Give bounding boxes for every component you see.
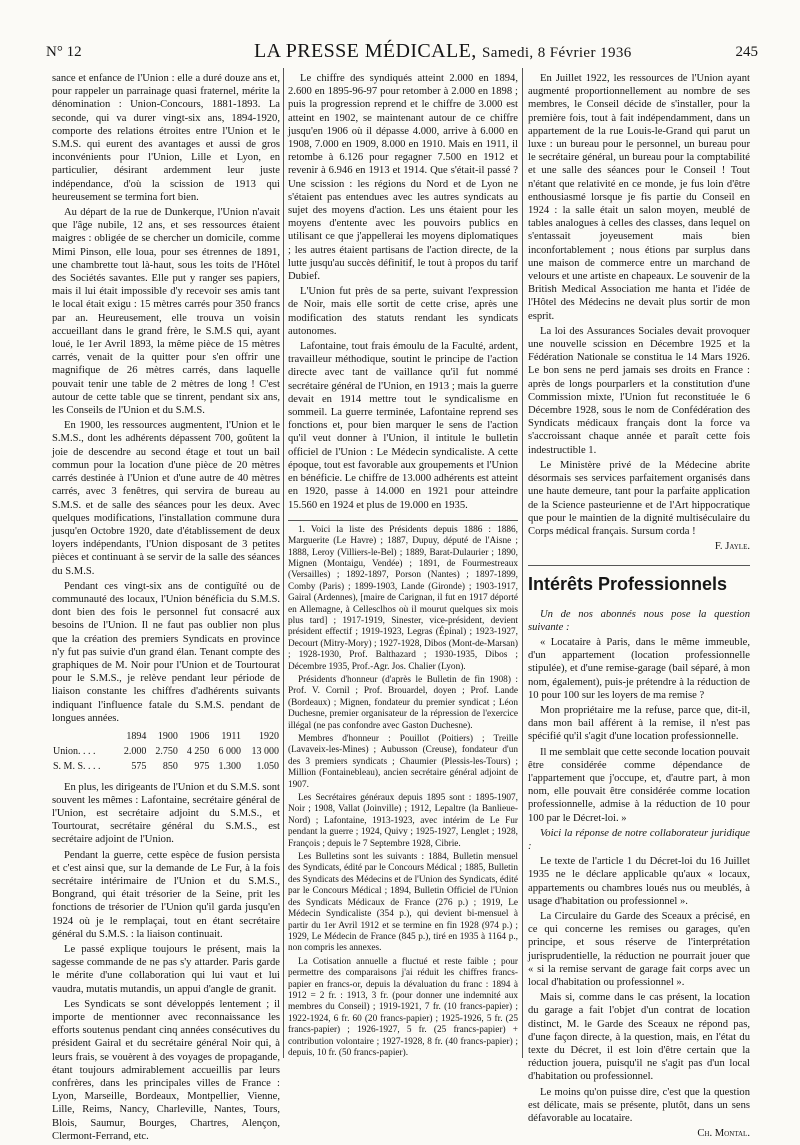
- section-title: Intérêts Professionnels: [528, 574, 728, 595]
- footnote: 1. Voici la liste des Présidents depuis 1886 : 1886, Marguerite (Le Havre) ; 1887, Dupuy, député de l'Aisne ; 1888, Leroy (Villiers-le-Bel) ; 1889, Barat-Dulaurier ; 1890, Mignen (Montaigu, Vendée) ; 1891, de Fourmestreaux (Versailles) ; 1892-1897, Porson (Nantes) ; 1897-1899, Comby (Paris) ; 1899-1903, Lande (Gironde) ; 1903-1917, Gairal (Ardennes), [maire de Carignan, il fut en 1917 déporté en Allemagne, à Cellesclhos où il mourut quelques six mois plus tard] ; 1917-1919, Sinester, vice-président, devient président effectif ; 1919-1923, Legras (Épinal) ; 1923-1927, Decourt (Mitry-Mory) ; 1927-1928, Dibos (Mont-de-Marsan) ; 1928-1930, Prof. Balthazard ; 1930-1935, Dibos ; Décembre 1935, Prof.-Agr. Jos. Chalier (Lyon).: [288, 524, 518, 672]
- footnote: Membres d'honneur : Pouillot (Poitiers) ; Treille (Lavaveix-les-Mines) ; Aubusson (Creuse), fondateur d'un des 3 premiers syndicats ; Chaumier (Plessis-les-Tours) ; Million (Fontainebleau), ancien secrétaire général adjoint de 1907.: [288, 734, 518, 790]
- author-signature: F. Jayle.: [714, 541, 750, 553]
- table-header: [52, 729, 116, 744]
- paragraph: sance et enfance de l'Union : elle a duré douze ans et, pour rappeler un parrainage quasi fraternel, mérite la dénomination : Union-Concours, 1881-1893. La seconde, qui va durer vingt-six ans, 1894-1920, comporte des relations étroites entre l'Union et le S.M.S. qui eurent des avantages et aussi de gros inconvénients pour l'Union, Lille et Lyon, en particulier, désirant ardemment leur juste indépendance, d'où la scission de 1913 qui heureusement se termina fort bien.: [52, 73, 280, 203]
- paragraph: Le passé explique toujours le présent, mais la sagesse commande de ne pas s'y attarder. Paris garde le mérite d'une collaboration qui lui vaut et lui vaudra, mutatis mutandis, un appui d'angle de granit.: [52, 944, 280, 995]
- column-rule: [283, 68, 284, 1058]
- table-cell: 13 000: [251, 746, 279, 758]
- issue-date: Samedi, 8 Février 1936: [482, 45, 632, 61]
- table-row: [52, 744, 280, 759]
- page-header: [46, 40, 758, 64]
- issue-number: N° 12: [46, 44, 82, 60]
- column-rule: [522, 68, 523, 1058]
- table-cell: 575: [131, 761, 147, 773]
- professional-interests-section: [528, 565, 750, 1140]
- table-header: 1920: [259, 730, 279, 742]
- paragraph: Les Syndicats se sont développés lentement ; il importe de mentionner avec reconnaissance les efforts soutenus pendant cinq années consécutives du président Gairal et du secrétaire général Noir qui, à leurs frais, se vouèrent à des voyages de propagande, étant toujours admirablement accueillis par leurs confrères, dans les principales villes de France : Lyon, Marseille, Bordeaux, Montpellier, Vienne, Lille, Reims, Nancy, Charleville, Nantes, Tours, Blois, Saumur, Bourges, Chartres, Alençon, Clermont-Ferrand, etc.: [52, 998, 280, 1142]
- column-3: [528, 72, 750, 1142]
- section-intro: Un de nos abonnés nous pose la question suivante :: [528, 608, 750, 633]
- paragraph: L'Union fut près de sa perte, suivant l'expression de Noir, mais elle sortit de cette crise, après une modification des statuts rendant les syndicats autonomes.: [288, 286, 518, 337]
- paragraph: Il me semblait que cette seconde location pouvait être considérée comme dépendance de l'appartement que j'occupe, et, d'autre part, à mon nom, elle pouvait être considérée comme location professionnelle, admise à la réduction de 10 pour 100 par le Décret-loi. »: [528, 746, 750, 824]
- column-2: [288, 72, 518, 1061]
- paragraph: Le texte de l'article 1 du Décret-loi du 16 Juillet 1935 ne le déclare applicable qu'aux « locaux, appartements ou chambres loués nus ou meublés, à usage d'habitation ou professionnel ».: [528, 856, 750, 907]
- paragraph: En Juillet 1922, les ressources de l'Union ayant augmenté proportionnellement au nombre de ses membres, le Conseil décide de s'installer, pour la première fois, tout à fait indépendamment, dans un appartement de la rue Louis-le-Grand qui parut un luxe : un bureau pour le personnel, un bureau pour le secrétaire général, un bureau pour la comptabilité et une salle des séances pour le Conseil ! Tout n'étant que relativité en ce monde, je fus loin d'être enthousiasmé lorsque je fis partie du Conseil en 1924 : la salle était un salon moyen, meublé de tables analogues à celles des classes, dans lequel on s'entassait joyeusement mais bien inconfortablement ; nous étions par surplus dans une maison de commerce entre un marchand de velours et une artiste en chapeaux. Le souvenir de la British Medical Association me hanta et l'idée de l'Hôtel des Médecins ne devait plus sortir de mon esprit.: [528, 73, 750, 322]
- table-header: 1906: [189, 730, 210, 742]
- table-cell: 4 250: [186, 746, 210, 758]
- table-cell: 1.300: [218, 761, 241, 773]
- footnote: Présidents d'honneur (d'après le Bulletin de fin 1908) : Prof. V. Cornil ; Prof. Brouardel, doyen ; Prof. Lande (Bordeaux) ; Mignen, fondateur du premier syndicat ; Léon Duchesne, premier organisateur de la répression de l'exercice illégal (ne pas confondre avec Gaston Duchesne).: [288, 674, 518, 731]
- table-header-row: [52, 729, 280, 744]
- paragraph: Pendant la guerre, cette espèce de fusion persista et c'est ainsi que, sur la demande de Le Fur, à la fois secrétaire intérimaire de l'Union et du S.M.S., Bongrand, qui était trésorier de la Seine, prit les fonctions de trésorier de l'Union qu'il garda jusqu'en 1924 où je le remplaçai, tout en étant secrétaire général du S.M.S. : la liaison continuait.: [52, 849, 280, 940]
- table-cell: 2.750: [155, 746, 178, 758]
- table-cell: 2.000: [123, 746, 147, 758]
- journal-title: [254, 40, 632, 63]
- table-header: 1900: [157, 730, 178, 742]
- footnote: Les Secrétaires généraux depuis 1895 sont : 1895-1907, Noir ; 1908, Vallat (Joinville) ; 1912, Lepaltre (la Banlieue-Nord) ; Lafontaine, 1913-1923, avec intérim de Le Fur pendant la guerre ; 1924, Quivy ; 1925-1927, Lenglet ; 1928, François ; depuis le 7 Septembre 1928, Cibrie.: [288, 793, 518, 849]
- paragraph: Lafontaine, tout frais émoulu de la Faculté, ardent, travailleur méthodique, soutint le principe de l'action directe avec tant de vaillance qu'il fut nommé secrétaire général de l'Union, en 1913 ; mais la guerre devait en 1914 mettre tout le syndicalisme en sommeil. La guerre terminée, Lafontaine reprend ses fonctions et, pour bien marquer le sens de l'action qu'il veut donner à l'Union, il intitule le bulletin officiel de l'Union : Le Médecin syndicaliste. A cette époque, tout est favorable aux groupements et l'Union en bénéficie. Le chiffre de 13.000 adhérents est atteint en 1920, passe à 14.000 en 1921 pour atteindre 15.560 en 1924 et plus de 19.000 en 1935.: [288, 341, 518, 511]
- footnote: La Cotisation annuelle a fluctué et reste faible ; pour permettre des comparaisons j'ai réduit les chiffres francs-papier en francs-or, depuis la dévaluation du franc : 1894 à 1912 = 2 fr. : 1913, 3 fr. (pour donner une indemnité aux membres du Conseil) ; 1919-1921, 7 fr. (10 francs-papier) ; 1922-1924, 6 fr. 60 (20 francs-papier) ; 1925-1926, 5 fr. (25 francs-papier) ; 1926-1927, 5 fr. (25 francs-papier) + contribution volontaire ; 1927-1928, 8 fr. (40 francs-papier) ; depuis, 10 fr. (50 francs-papier).: [288, 956, 518, 1058]
- membership-table: [52, 729, 280, 775]
- table-cell: 850: [162, 761, 178, 773]
- paragraph: Pendant ces vingt-six ans de contiguïté ou de communauté des locaux, l'Union bénéficia du S.M.S. dont bien des fois le personnel fut consacré aux besoins de l'Union. Il ne faut pas oublier non plus que la création des premiers Syndicats en province n'y fut pas suivie d'un grand élan. Tenant compte des graphiques de M. Noir pour l'Union et de Tourtourat pour le S.M.S., je relève pendant leur période de liaison constante les chiffres d'adhérents suivants indiquant l'influence fatale du S.M.S. pendant de longues années.: [52, 580, 280, 724]
- table-header: 1911: [221, 730, 241, 742]
- row-label: Union. . . .: [53, 746, 96, 758]
- paragraph: Voici la réponse de notre collaborateur juridique :: [528, 827, 750, 852]
- footnote: Les Bulletins sont les suivants : 1884, Bulletin mensuel des Syndicats, édité par le Concours Médical ; 1885, Bulletin des Syndicats des Médecins et de l'Union des Syndicats, édité par le Concours Médical ; 1894, Bulletin Officiel de l'Union des Syndicats Médicaux de France (276 p.) ; 1919, Le Médecin Syndicaliste (354 p.), qui devient bi-mensuel à partir du 1er Avril 1912 et se termine en fin 1928 (974 p.) ; 1929, Le Médecin de France (845 p.), tiré en 1935 à 1164 p., non compris les annexes.: [288, 852, 518, 954]
- footnotes: [288, 520, 518, 1060]
- paragraph: La Circulaire du Garde des Sceaux a précisé, en ce qui concerne les remises ou garages, qu'en principe, et sous réserve de l'interprétation jurisprudentielle, la réduction ne pourrait jouer que « si la remise servant de garage fait corps avec un local d'habitation ou professionnel ».: [528, 910, 750, 988]
- paragraph: En 1900, les ressources augmentent, l'Union et le S.M.S., dont les adhérents dépassent 700, goûtent la joie de descendre au second étage et tout un bail commun pour la location d'une pièce de 20 mètres carrés destinée à l'Union et d'une autre de 40 mètres carrés, avec 3 fenêtres, qui servira de bureau au S.M.S. et de salle des séances pour les deux. Avec quelques modifications, l'installation commune dura jusqu'en Octobre 1920, date d'établissement de deux loyers indépendants, l'Union disposant de 3 petites pièces et continuant à se servir de la salle des séances du S.M.S.: [52, 420, 280, 577]
- paragraph: Le moins qu'on puisse dire, c'est que la question est délicate, mais se présente, plutôt, dans un sens défavorable au locataire.: [528, 1086, 750, 1125]
- row-label: S. M. S. . . .: [53, 761, 101, 773]
- page-number: 245: [735, 44, 758, 60]
- paragraph: Mon propriétaire me la refuse, parce que, dit-il, dans mon bail afférent à la remise, il n'est pas spécifié qu'il s'agit d'une location professionnelle.: [528, 704, 750, 743]
- column-1: [52, 72, 280, 1145]
- paragraph: La loi des Assurances Sociales devait provoquer une nouvelle scission en Décembre 1925 et la Fédération Nationale se constitua le 14 Mars 1926. Le bon sens ne perd jamais ses droits en France : après de longs pourparlers et la constitution d'une Commission mixte, l'Union fut reconstituée le 6 Décembre 1928, sous le nom de Confédération des Syndicats médicaux français dont la force va s'accroissant chaque année et paraît cette fois indestructible 1.: [528, 325, 750, 456]
- table-cell: 6 000: [218, 746, 241, 758]
- paragraph: Le chiffre des syndiqués atteint 2.000 en 1894, 2.600 en 1895-96-97 pour retomber à 2.000 en 1898 ; puis la progression reprend et le chiffre de 3.000 est atteint en 1902, se maintenant autour de ce chiffre jusqu'en 1906 où il dépasse 4.000, arrive à 6.000 en 1908, 7.000 en 1909, 8.000 en 1910. Mais en 1911, il retombe à 6.126 pour regagner 7.500 en 1912 et revenir à 6.946 en 1913 et 1914. Que s'était-il passé ? Une scission : les régions du Nord et de Lyon ne s'étaient pas entendues avec les autres syndicats au sujet des moyens d'action. Les uns étaient pour les moyens d'entente avec les pouvoirs publics en utilisant ce que j'appellerai les moyens diplomatiques ; les autres étaient partisans de l'action directe, de la lutte jusqu'au succès définitif, le tout à propos du tarif Dubief.: [288, 73, 518, 283]
- author-signature: Ch. Montal.: [697, 1128, 750, 1140]
- paragraph: Le Ministère privé de la Médecine abrite désormais ses services parfaitement organisés dans une haute demeure, tant pour la parfaite application de la Science pasteurienne et de l'Art hippocratique que pour le maintien de la dignité multiséculaire du Corps médical français. Sursum corda !: [528, 459, 750, 537]
- paragraph: Mais si, comme dans le cas présent, la location du garage a fait l'objet d'un contrat de location distinct, M. le Garde des Sceaux ne répond pas, d'une façon directe, à la question, mais, en l'état du texte du Décret, il est loin d'être certain que la réduction jouera, puisqu'il ne s'agit pas d'un local d'habitation ou professionnel.: [528, 992, 750, 1083]
- paragraph: « Locataire à Paris, dans le même immeuble, d'un appartement (location professionnelle stipulée), et d'une remise-garage (bail séparé, à mon nom, également), puis-je prétendre à la réduction de 10 pour 100 sur les loyers de ma remise ?: [528, 636, 750, 701]
- table-row: [52, 759, 280, 774]
- table-cell: 975: [194, 761, 210, 773]
- table-header: 1894: [126, 730, 147, 742]
- table-cell: 1.050: [256, 761, 279, 773]
- paragraph: Au départ de la rue de Dunkerque, l'Union n'avait que l'âge nubile, 12 ans, et ses ressources étaient maigres : obligée de se chercher un domicile, comme Mimi Pinson, elle loua, pour ses étrennes de 1891, une chambrette tout là-haut, sous les toits de l'Hôtel des Sociétés savantes. Elle put y ranger ses papiers, mais il lui était impossible d'y recevoir ses amis tant le local était exigu : 15 mètres carrés pour 350 francs par an. Heureusement, elle trouva un voisin accueillant dans le grand frère, le S.M.S qui, ayant loué, le 1er Avril 1893, la même pièce de 15 mètres carrés, venait de la quitter pour s'en offrir une magnifique de 26 mètres carrés, dans laquelle pouvait tenir une table de 2 mètres de long ! C'est autour de cette table que se tinrent, pendant six ans, les Conseils de l'Union et du S.M.S.: [52, 207, 280, 417]
- journal-name: LA PRESSE MÉDICALE,: [254, 40, 477, 62]
- paragraph: En plus, les dirigeants de l'Union et du S.M.S. sont souvent les mêmes : Lafontaine, secrétaire général de l'Union, est secrétaire adjoint du S.M.S., et Tourtourat, secrétaire général du S.M.S., est secrétaire adjoint de l'Union.: [52, 781, 280, 846]
